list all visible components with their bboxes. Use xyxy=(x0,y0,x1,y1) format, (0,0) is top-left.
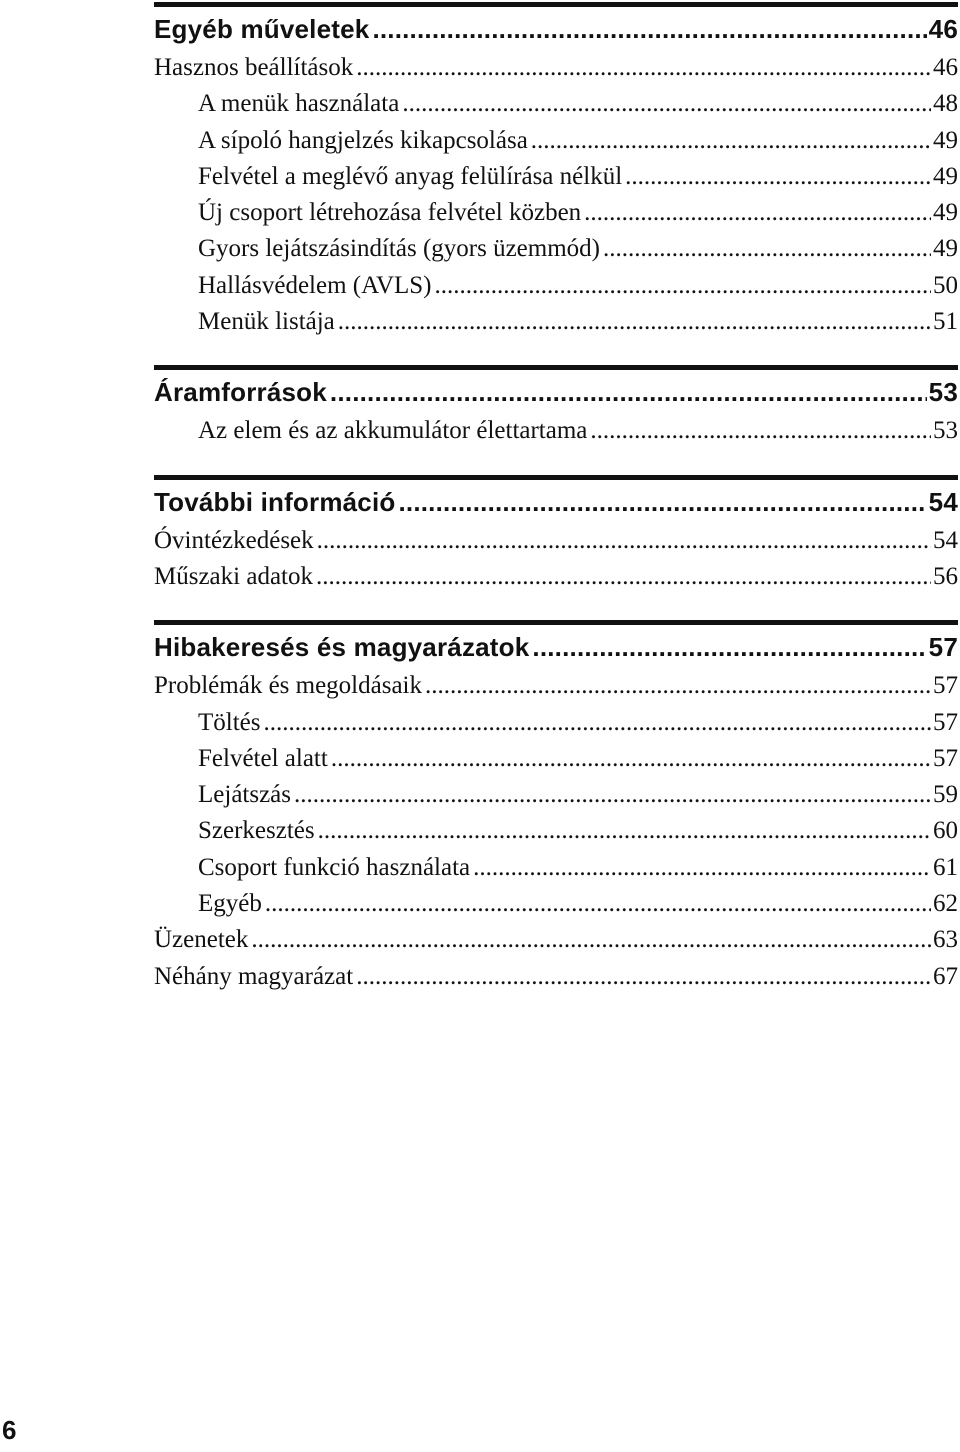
entry-title: Óvintézkedések xyxy=(154,526,314,554)
entry-page: 63 xyxy=(933,926,958,954)
toc-entry[interactable] xyxy=(154,527,958,563)
entry-page: 59 xyxy=(933,781,958,809)
section-page: 53 xyxy=(928,377,958,408)
section-rule xyxy=(154,620,958,625)
entry-title: Menük listája xyxy=(198,308,335,336)
entry-title: Néhány magyarázat xyxy=(154,962,354,990)
entry-page: 49 xyxy=(933,235,958,263)
entry-title: Töltés xyxy=(198,708,261,736)
entry-page: 57 xyxy=(933,672,958,700)
toc-section-tovabbi-informacio xyxy=(154,475,958,600)
dot-leader xyxy=(398,487,926,518)
toc-entry[interactable] xyxy=(154,963,958,999)
entry-title: Egyéb xyxy=(198,890,262,918)
toc-entry[interactable] xyxy=(154,926,958,962)
section-page: 54 xyxy=(928,486,958,517)
entry-page: 49 xyxy=(933,199,958,227)
section-title: További információ xyxy=(154,486,396,517)
section-title: Hibakeresés és magyarázatok xyxy=(154,632,530,663)
dot-leader xyxy=(590,417,931,445)
dot-leader xyxy=(356,963,931,991)
toc-entry[interactable] xyxy=(154,54,958,90)
entry-title: Csoport funkció használata xyxy=(198,853,471,881)
toc-section-hibakereses xyxy=(154,620,958,999)
entry-page: 62 xyxy=(933,890,958,918)
entry-page: 53 xyxy=(933,417,958,445)
toc-entry[interactable] xyxy=(154,817,958,853)
toc-entry[interactable] xyxy=(154,272,958,308)
entry-title: A sípoló hangjelzés kikapcsolása xyxy=(198,126,528,154)
dot-leader xyxy=(330,377,927,408)
entry-title: A menük használata xyxy=(198,90,400,118)
dot-leader xyxy=(251,926,931,954)
dot-leader xyxy=(316,563,931,591)
section-rule xyxy=(154,2,958,7)
dot-leader xyxy=(402,90,931,118)
dot-leader xyxy=(603,235,931,263)
toc-entry[interactable] xyxy=(154,90,958,126)
entry-title: Szerkesztés xyxy=(198,817,315,845)
entry-page: 56 xyxy=(933,562,958,590)
section-title: Egyéb műveletek xyxy=(154,14,370,44)
section-title: Áramforrások xyxy=(154,377,327,408)
section-heading[interactable] xyxy=(154,14,958,54)
section-heading[interactable] xyxy=(154,377,958,417)
entry-title: Üzenetek xyxy=(154,926,249,954)
entry-page: 49 xyxy=(933,126,958,154)
toc-entry[interactable] xyxy=(154,709,958,745)
toc-entry[interactable] xyxy=(154,417,958,453)
entry-page: 48 xyxy=(933,90,958,118)
entry-page: 67 xyxy=(933,962,958,990)
toc-entry[interactable] xyxy=(154,745,958,781)
toc-section-aramforrasok xyxy=(154,365,958,453)
dot-leader xyxy=(372,14,926,45)
entry-title: Gyors lejátszásindítás (gyors üzemmód) xyxy=(198,235,600,263)
toc-entry[interactable] xyxy=(154,127,958,163)
entry-page: 57 xyxy=(933,708,958,736)
dot-leader xyxy=(435,272,931,300)
dot-leader xyxy=(331,745,931,773)
toc-entry[interactable] xyxy=(154,308,958,344)
dot-leader xyxy=(532,632,926,663)
entry-page: 57 xyxy=(933,744,958,772)
dot-leader xyxy=(338,308,931,336)
entry-title: Hasznos beállítások xyxy=(154,54,354,81)
entry-title: Hallásvédelem (AVLS) xyxy=(198,271,432,299)
toc-entry[interactable] xyxy=(154,890,958,926)
entry-title: Felvétel a meglévő anyag felülírása nélkül xyxy=(198,162,623,190)
entry-page: 51 xyxy=(933,308,958,336)
entry-page: 54 xyxy=(933,526,958,554)
toc-entry[interactable] xyxy=(154,235,958,271)
dot-leader xyxy=(584,199,931,227)
section-page: 57 xyxy=(928,632,958,663)
dot-leader xyxy=(264,709,932,737)
dot-leader xyxy=(356,54,931,82)
toc-entry[interactable] xyxy=(154,563,958,599)
table-of-contents xyxy=(154,0,958,999)
section-rule xyxy=(154,475,958,480)
entry-page: 61 xyxy=(933,853,958,881)
entry-page: 49 xyxy=(933,162,958,190)
entry-page: 60 xyxy=(933,817,958,845)
dot-leader xyxy=(425,672,931,700)
entry-title: Problémák és megoldásaik xyxy=(154,672,422,700)
page-number: 6 xyxy=(2,1415,17,1445)
dot-leader xyxy=(473,854,931,882)
dot-leader xyxy=(317,527,931,555)
entry-page: 50 xyxy=(933,271,958,299)
toc-entry[interactable] xyxy=(154,163,958,199)
section-heading[interactable] xyxy=(154,487,958,527)
entry-title: Új csoport létrehozása felvétel közben xyxy=(198,199,582,227)
dot-leader xyxy=(294,781,931,809)
section-page: 46 xyxy=(928,14,958,44)
toc-entry[interactable] xyxy=(154,672,958,708)
toc-entry[interactable] xyxy=(154,781,958,817)
section-heading[interactable] xyxy=(154,632,958,672)
entry-title: Felvétel alatt xyxy=(198,744,328,772)
entry-page: 46 xyxy=(933,54,958,81)
entry-title: Az elem és az akkumulátor élettartama xyxy=(198,417,588,445)
dot-leader xyxy=(531,127,931,155)
entry-title: Lejátszás xyxy=(198,781,292,809)
entry-title: Műszaki adatok xyxy=(154,562,313,590)
toc-entry[interactable] xyxy=(154,854,958,890)
toc-section-egyeb-muveletek xyxy=(154,2,958,344)
dot-leader xyxy=(625,163,931,191)
dot-leader xyxy=(265,890,931,918)
toc-entry[interactable] xyxy=(154,199,958,235)
section-rule xyxy=(154,365,958,370)
dot-leader xyxy=(318,817,931,845)
